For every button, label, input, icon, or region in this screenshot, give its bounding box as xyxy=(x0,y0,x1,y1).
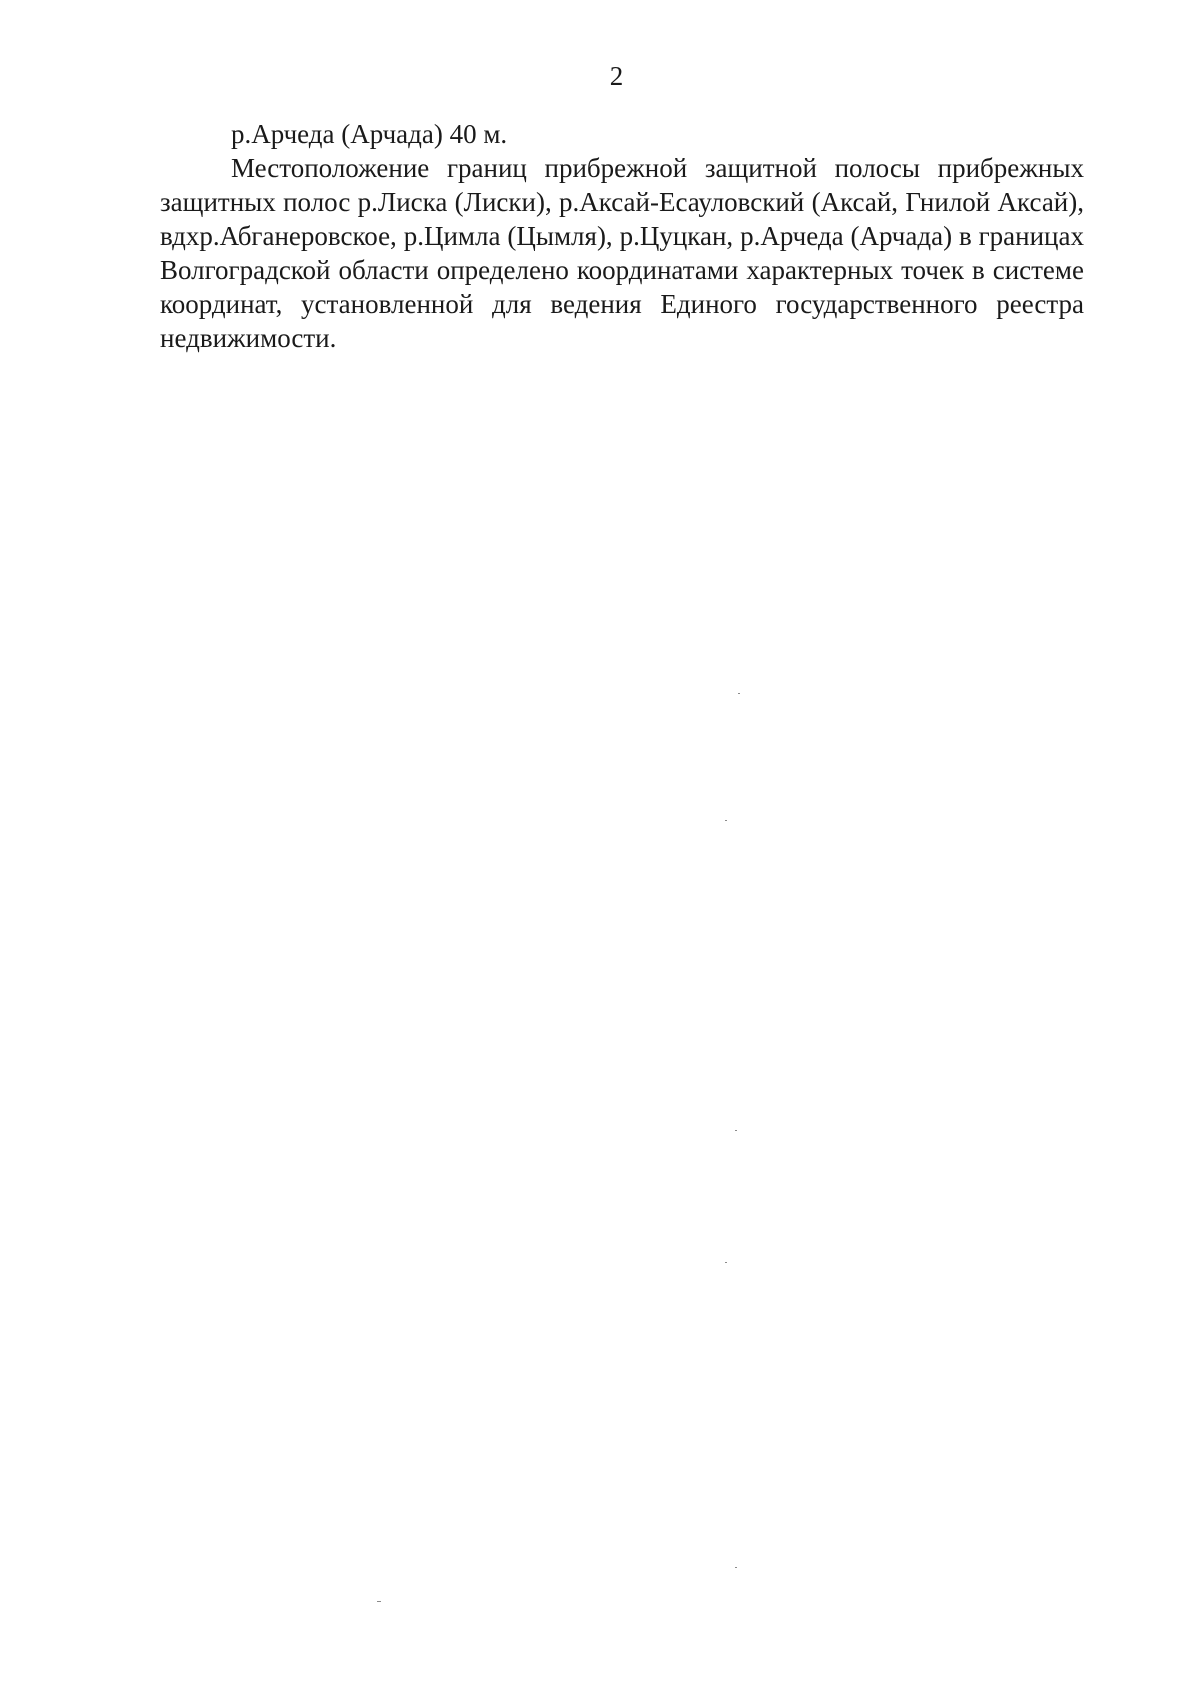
paragraph-boundary-location: Местоположение границ прибрежной защитной полосы прибрежных защитных полос р.Лиска (Лиски), р.Аксай-Есауловский (Аксай, Гнилой Аксай), вдхр.Абганеровское, р.Цимла (Цымля), р.Цуцкан, р.Арчеда (Арчада) в границах Волгоградской области определено координатами характерных точек в системе координат, установленной для ведения Единого государственного реестра недвижимости. xyxy=(160,153,1084,353)
scan-speck xyxy=(725,1262,727,1263)
scan-speck xyxy=(735,1130,737,1131)
page-number: 2 xyxy=(609,61,624,91)
scan-speck xyxy=(735,1567,737,1568)
scan-speck xyxy=(725,820,727,821)
paragraph-river-width: р.Арчеда (Арчада) 40 м. xyxy=(231,119,508,149)
scan-speck xyxy=(377,1601,381,1602)
scan-speck xyxy=(738,693,740,694)
document-body xyxy=(160,117,1084,355)
